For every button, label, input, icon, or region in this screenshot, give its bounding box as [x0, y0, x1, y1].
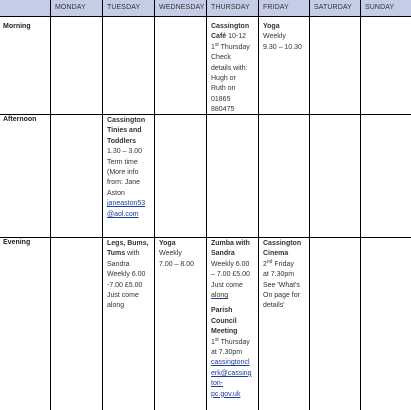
event-day: Thursday — [220, 338, 250, 346]
event-title: Sandra — [211, 250, 235, 258]
event-title: Cinema — [263, 250, 289, 258]
row-label-evening: Evening — [3, 239, 31, 246]
email-link[interactable]: pc.gov.uk — [211, 390, 241, 398]
header-monday: MONDAY — [51, 0, 103, 16]
event-detail-line: details with: — [211, 64, 248, 72]
event-ordinal: 1 — [211, 338, 215, 346]
event-detail-line: 7.00 – 8.00 — [159, 260, 195, 268]
event-zumba-parish-council — [211, 239, 257, 400]
event-ordinal-suffix: nd — [266, 258, 273, 265]
header-tuesday: TUESDAY — [103, 0, 155, 16]
event-time: 10-12 — [228, 33, 247, 41]
event-title: Meeting — [211, 328, 238, 336]
event-cassington-cinema — [263, 239, 309, 312]
event-ordinal-suffix: st — [214, 336, 219, 343]
event-detail-line: 880475 — [211, 106, 235, 114]
grid-line — [154, 0, 155, 410]
event-detail-line: 9.30 – 10.30 — [263, 43, 302, 51]
grid-line — [0, 237, 411, 238]
event-detail-line: Term time — [107, 158, 138, 166]
header-wednesday: WEDNESDAY — [155, 0, 207, 16]
event-title: Zumba with — [211, 240, 250, 247]
event-title: Yoga — [159, 240, 176, 247]
email-link[interactable]: erk@cassing — [211, 369, 252, 377]
event-detail-line: at 7.30pm — [263, 271, 295, 279]
event-detail-line: On page for — [263, 292, 300, 300]
row-label-morning: Morning — [3, 23, 31, 30]
grid-line — [50, 0, 51, 410]
event-ordinal: 1 — [211, 43, 215, 51]
event-title: Tinies and — [107, 127, 142, 135]
event-tinies-toddlers — [107, 116, 154, 220]
event-cassington-cafe — [211, 22, 257, 116]
event-title: Legs, Bums, — [107, 240, 149, 247]
header-corner — [0, 0, 51, 16]
event-title: Toddlers — [107, 137, 137, 145]
grid-line — [102, 0, 103, 410]
event-detail-line: Check — [211, 54, 231, 62]
event-detail-line: from: Jane — [107, 179, 141, 187]
email-link[interactable]: janeaston53 — [107, 200, 146, 208]
grid-line — [258, 0, 259, 410]
event-detail-line: along — [211, 292, 229, 300]
event-detail-line: Sandra — [107, 260, 130, 268]
event-title: Café — [211, 33, 227, 41]
header-sunday: SUNDAY — [361, 0, 411, 16]
event-detail-line: (More info — [107, 169, 139, 177]
event-detail-line: along — [107, 302, 125, 310]
event-yoga-evening — [159, 239, 205, 270]
event-ordinal: 2 — [263, 260, 267, 268]
event-title-rest: with — [125, 250, 140, 258]
event-title: Cassington — [107, 117, 146, 124]
event-detail-line: 01865 — [211, 95, 231, 103]
email-link[interactable]: ton- — [211, 380, 224, 388]
event-detail-line: -7.00 £5.00 — [107, 281, 143, 289]
header-thursday: THURSDAY — [207, 0, 259, 16]
grid-line — [0, 114, 411, 115]
event-title: Cassington — [211, 23, 250, 30]
event-detail-line: Hugh or — [211, 75, 236, 83]
grid-line — [309, 0, 310, 410]
event-detail-line: Weekly 6.00 — [211, 260, 250, 268]
event-title: Council — [211, 317, 237, 325]
event-detail-line: at 7.30pm — [211, 349, 243, 357]
event-title: Yoga — [263, 23, 280, 30]
event-detail-line: Weekly 6.00 — [107, 271, 146, 279]
header-saturday: SATURDAY — [310, 0, 361, 16]
event-detail-line: – 7.00 £5.00 — [211, 271, 250, 279]
event-yoga-morning — [263, 22, 309, 53]
event-title: Tums — [107, 250, 126, 258]
event-title: Cassington — [263, 240, 302, 247]
event-day: Thursday — [220, 43, 250, 51]
event-detail-line: Ruth on — [211, 85, 236, 93]
event-detail-line: Weekly — [159, 250, 182, 258]
event-detail-line: details' — [263, 302, 285, 310]
event-day: Friday — [274, 260, 294, 268]
email-link[interactable]: cassingtoncl — [211, 359, 250, 367]
email-link[interactable]: @aol.com — [107, 210, 139, 218]
event-detail-line: Aston — [107, 189, 125, 197]
header-friday: FRIDAY — [259, 0, 310, 16]
event-ordinal-suffix: st — [214, 41, 219, 48]
event-detail-line: See 'What's — [263, 281, 300, 289]
event-title: Parish — [211, 307, 233, 315]
grid-line — [0, 16, 411, 17]
event-legs-bums-tums — [107, 239, 154, 312]
event-detail-line: Just come — [211, 281, 243, 289]
event-detail-line: Weekly — [263, 33, 286, 41]
row-label-afternoon: Afternoon — [3, 116, 37, 123]
event-detail-line: Just come — [107, 292, 139, 300]
event-detail-line: 1.30 – 3.00 — [107, 148, 143, 156]
grid-line — [206, 0, 207, 410]
grid-line — [360, 0, 361, 410]
